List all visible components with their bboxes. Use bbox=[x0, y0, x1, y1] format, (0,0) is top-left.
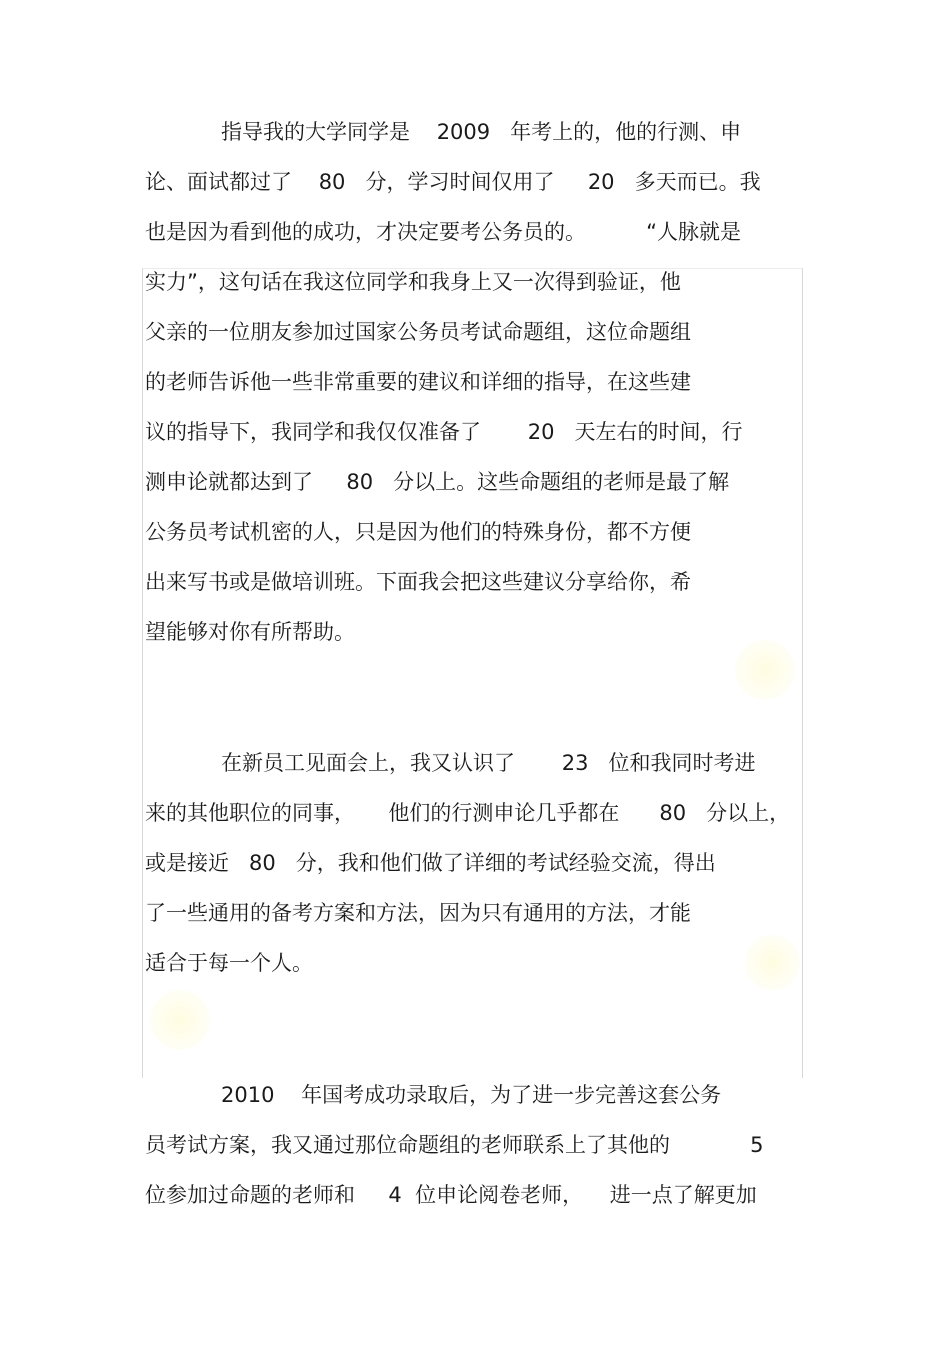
paragraph-1-line: 公务员考试机密的人，只是因为他们的特殊身份，都不方便 bbox=[145, 520, 691, 544]
paragraph-2-line: 在新员工见面会上，我又认识了 23 位和我同时考进 bbox=[221, 751, 756, 775]
paragraph-1-line: 父亲的一位朋友参加过国家公务员考试命题组，这位命题组 bbox=[145, 320, 691, 344]
paragraph-2-line: 了一些通用的备考方案和方法，因为只有通用的方法，才能 bbox=[145, 901, 691, 925]
paragraph-2-line: 来的其他职位的同事， 他们的行测申论几乎都在 80 分以上， bbox=[145, 801, 791, 825]
paragraph-1-line: 的老师告诉他一些非常重要的建议和详细的指导，在这些建 bbox=[145, 370, 691, 394]
paragraph-1-line: 议的指导下，我同学和我仅仅准备了 20 天左右的时间，行 bbox=[145, 420, 743, 444]
paragraph-1-line: 测申论就都达到了 80 分以上。这些命题组的老师是最了解 bbox=[145, 470, 730, 494]
paragraph-1-line: 望能够对你有所帮助。 bbox=[145, 620, 355, 644]
paragraph-1-line: 出来写书或是做培训班。下面我会把这些建议分享给你，希 bbox=[145, 570, 691, 594]
background-glow bbox=[745, 935, 800, 990]
paragraph-1-line: 指导我的大学同学是 2009 年考上的，他的行测、申 bbox=[221, 120, 742, 144]
paragraph-1-line: 实力”，这句话在我这位同学和我身上又一次得到验证，他 bbox=[145, 270, 681, 294]
background-glow bbox=[150, 990, 210, 1050]
paragraph-3-line: 2010 年国考成功录取后，为了进一步完善这套公务 bbox=[221, 1083, 722, 1107]
paragraph-3-line: 员考试方案，我又通过那位命题组的老师联系上了其他的 5 bbox=[145, 1133, 764, 1157]
paragraph-2-line: 或是接近 80 分，我和他们做了详细的考试经验交流，得出 bbox=[145, 851, 716, 875]
paragraph-3-line: 位参加过命题的老师和 4 位申论阅卷老师， 进一点了解更加 bbox=[145, 1183, 757, 1207]
paragraph-1-line: 论、面试都过了 80 分，学习时间仅用了 20 多天而已。我 bbox=[145, 170, 761, 194]
paragraph-1-line: 也是因为看到他的成功，才决定要考公务员的。 “人脉就是 bbox=[145, 220, 741, 244]
background-glow bbox=[735, 640, 795, 700]
paragraph-2-line: 适合于每一个人。 bbox=[145, 951, 313, 975]
